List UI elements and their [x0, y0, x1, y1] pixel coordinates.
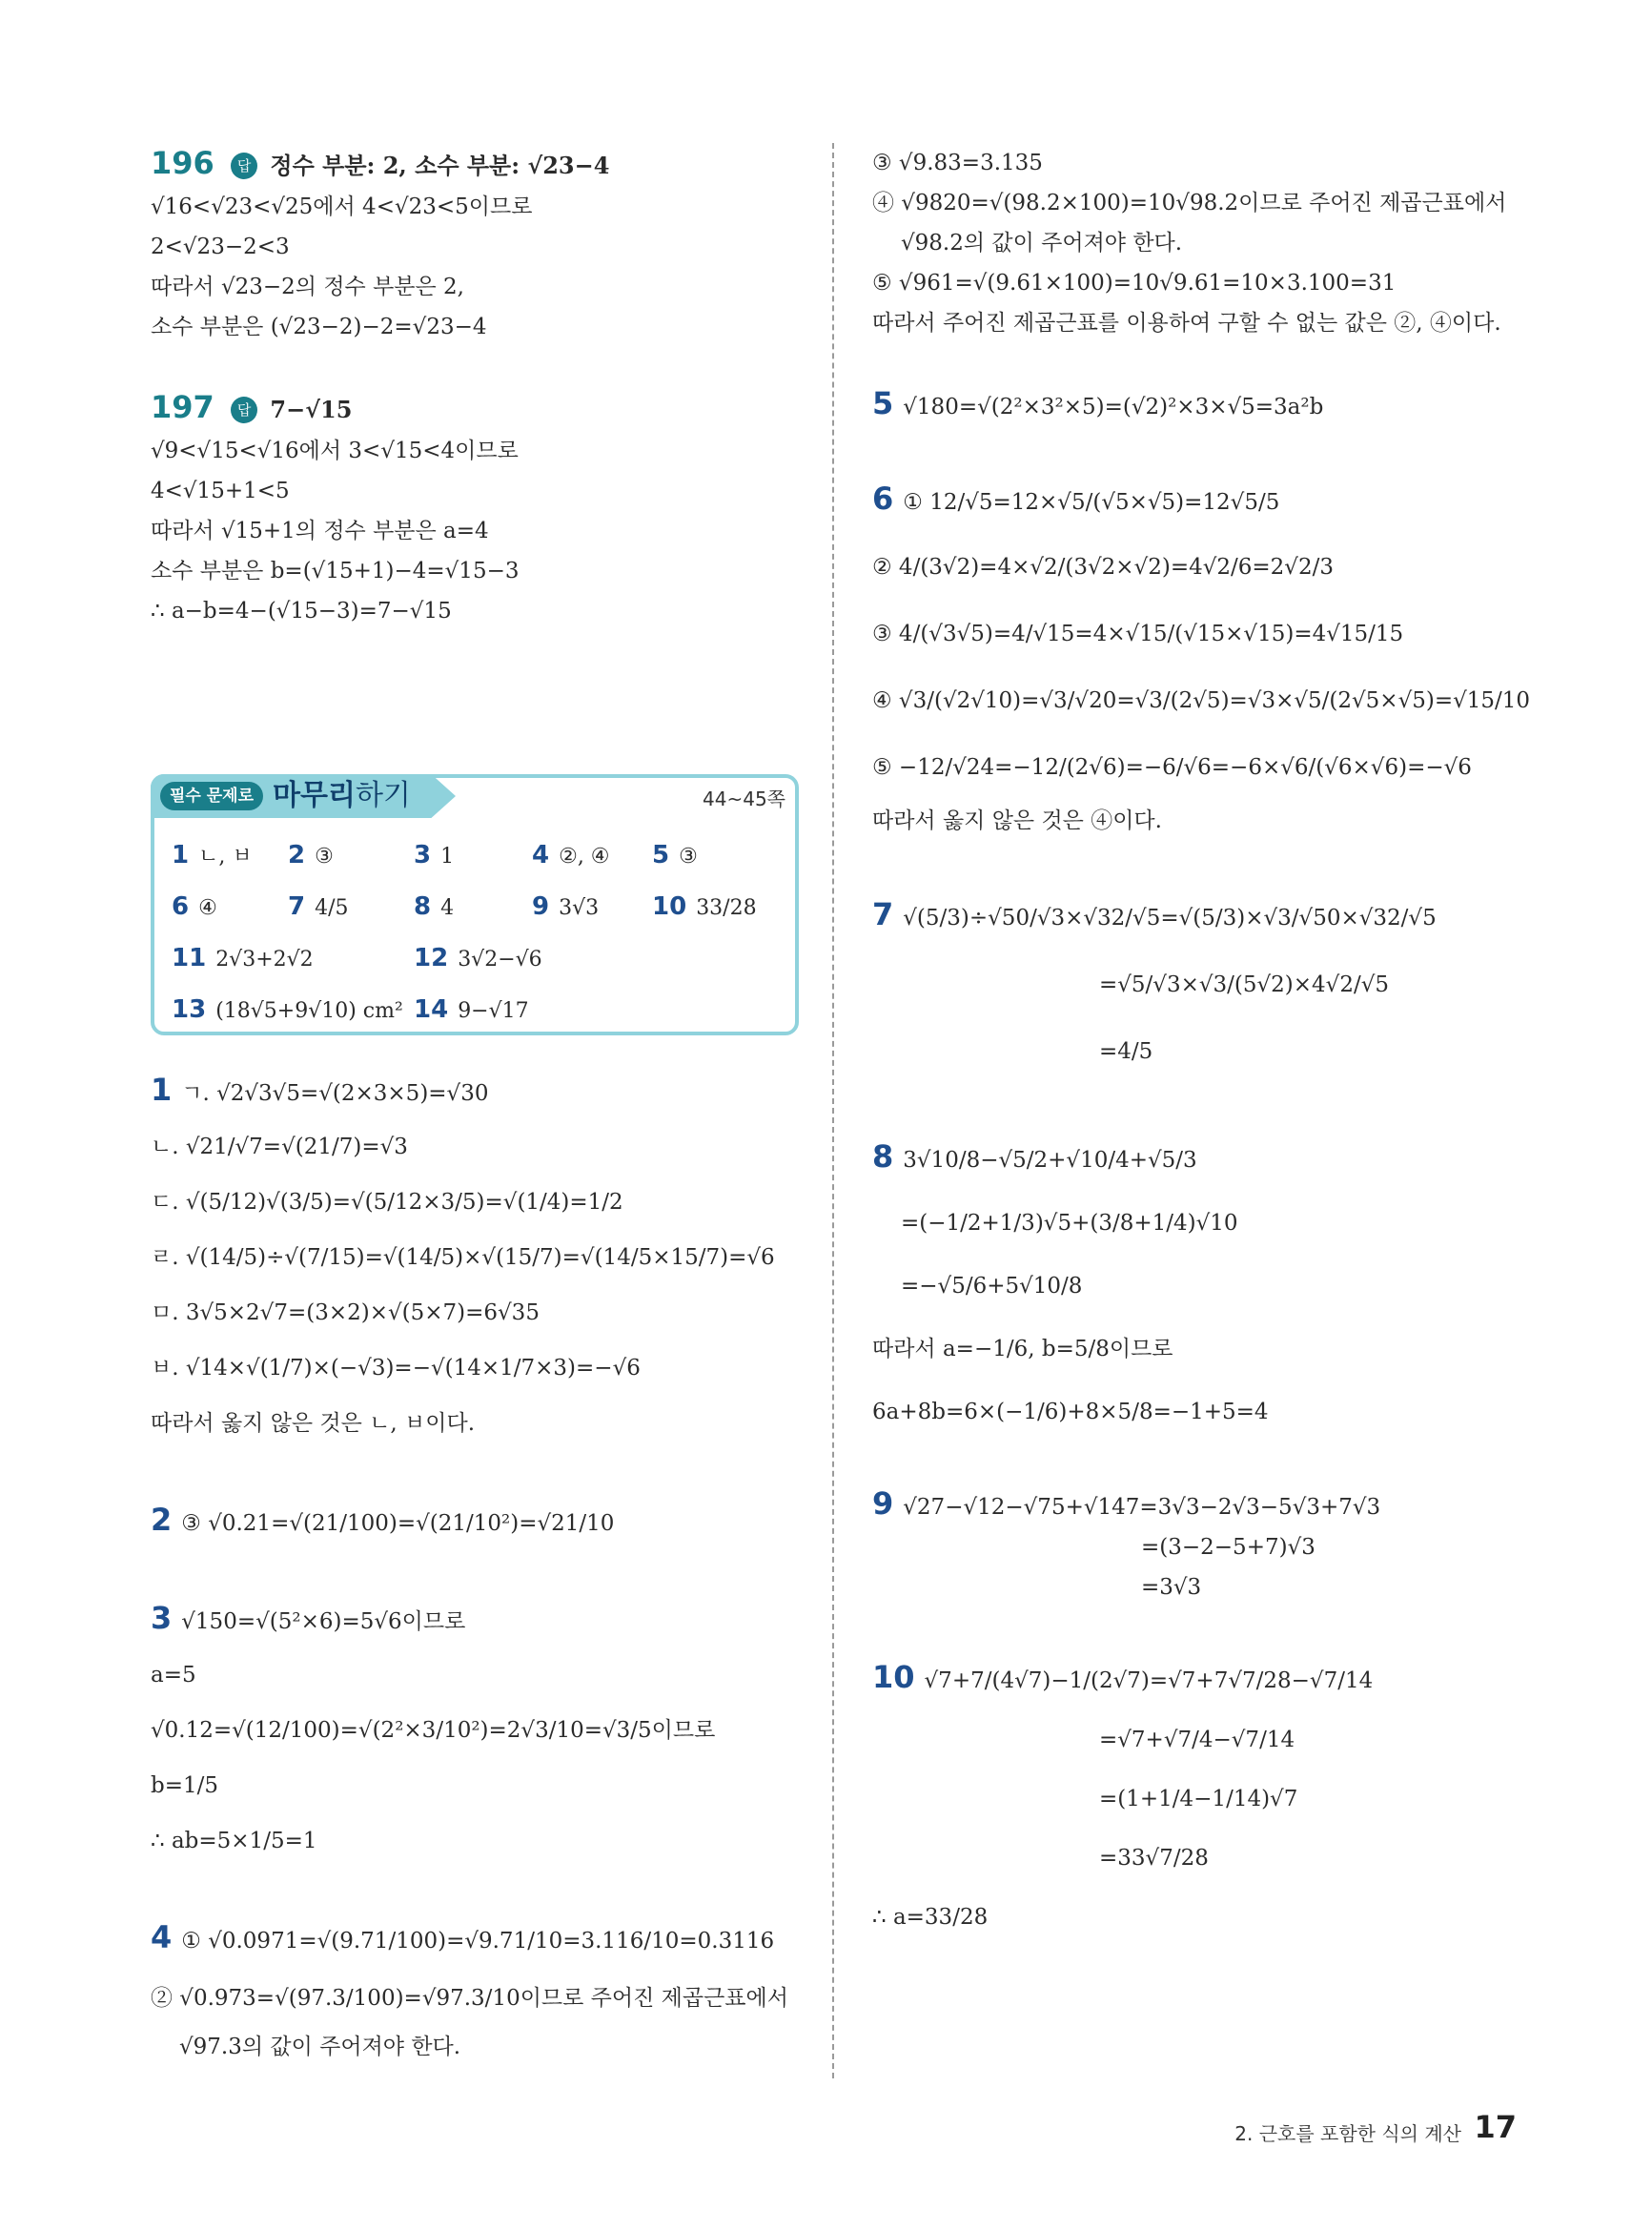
solution-line: ㄴ. √21/√7=√(21/7)=√3 [151, 1135, 408, 1159]
problem-197-header [151, 387, 808, 431]
solution-line: 따라서 주어진 제곱근표를 이용하여 구할 수 없는 값은 ②, ④이다. [872, 311, 1501, 336]
solution-number: 6 [872, 481, 894, 517]
solution-4: 4 ① √0.0971=√(9.71/100)=√9.71/10=3.116/10=0.3116 [151, 1919, 775, 1955]
solution-line: 따라서 a=−1/6, b=5/8이므로 [872, 1337, 1173, 1361]
problem-number: 197 [151, 389, 214, 425]
summary-row [172, 984, 782, 1035]
summary-cell: 6 ④ [172, 892, 217, 921]
solution-number: 9 [872, 1485, 894, 1522]
solution-line: 4<√15+1<5 [151, 479, 290, 503]
summary-cell: 11 2√3+2√2 [172, 944, 314, 972]
summary-cell: 13 (18√5+9√10) cm² [172, 995, 403, 1024]
solution-line: =√7+√7/4−√7/14 [1099, 1728, 1295, 1752]
solution-line: ⑤ √961=√(9.61×100)=10√9.61=10×3.100=31 [872, 271, 1397, 296]
solution-line: ④ √9820=√(98.2×100)=10√98.2이므로 주어진 제곱근표에서 [872, 191, 1507, 215]
solution-line: ㄹ. √(14/5)÷√(7/15)=√(14/5)×√(15/7)=√(14/5×15/7)=√6 [151, 1245, 775, 1270]
solution-line: ㅁ. 3√5×2√7=(3×2)×√(5×7)=6√35 [151, 1300, 540, 1325]
solution-number: 7 [872, 896, 894, 932]
solution-line: 따라서 옳지 않은 것은 ④이다. [872, 808, 1162, 833]
solution-number: 10 [872, 1659, 915, 1695]
solution-line: ∴ ab=5×1/5=1 [151, 1829, 317, 1853]
summary-cell: 14 9−√17 [414, 995, 529, 1024]
solution-line: ∴ a=33/28 [872, 1905, 989, 1930]
summary-cell: 1 ㄴ, ㅂ [172, 841, 253, 869]
solution-number: 3 [151, 1600, 173, 1636]
solution-line: ㄷ. √(5/12)√(3/5)=√(5/12×3/5)=√(1/4)=1/2 [151, 1190, 623, 1215]
solution-line: 소수 부분은 b=(√15+1)−4=√15−3 [151, 559, 520, 583]
solution-line: =−√5/6+5√10/8 [901, 1274, 1083, 1299]
summary-cell: 4 ②, ④ [532, 841, 610, 869]
summary-header [151, 774, 799, 818]
solution-line: 2<√23−2<3 [151, 235, 290, 259]
solution-line: 따라서 옳지 않은 것은 ㄴ, ㅂ이다. [151, 1411, 476, 1436]
solution-line: √0.12=√(12/100)=√(2²×3/10²)=2√3/10=√3/5이므로 [151, 1718, 716, 1743]
solution-line: =4/5 [1099, 1039, 1153, 1064]
summary-answers [172, 829, 782, 1035]
solution-number: 5 [872, 385, 894, 421]
solution-2: 2 ③ √0.21=√(21/100)=√(21/10²)=√21/10 [151, 1502, 615, 1538]
solution-line: =(1+1/4−1/14)√7 [1099, 1787, 1298, 1811]
solution-line: ② 4/(3√2)=4×√2/(3√2×√2)=4√2/6=2√2/3 [872, 555, 1334, 580]
solution-line: =(3−2−5+7)√3 [1141, 1535, 1315, 1560]
solution-number: 8 [872, 1138, 894, 1175]
solution-line: =3√3 [1141, 1575, 1202, 1600]
summary-cell: 10 33/28 [652, 892, 757, 921]
summary-row [172, 881, 782, 932]
solution-10: 10 √7+7/(4√7)−1/(2√7)=√7+7√7/28−√7/14 [872, 1659, 1374, 1695]
summary-title-rest: 하기 [355, 779, 411, 812]
summary-title [273, 776, 411, 816]
solution-line: ④ √3/(√2√10)=√3/√20=√3/(2√5)=√3×√5/(2√5×√5)=√15/10 [872, 688, 1531, 713]
summary-cell: 7 4/5 [288, 892, 349, 921]
solution-line: 6a+8b=6×(−1/6)+8×5/8=−1+5=4 [872, 1400, 1269, 1424]
solution-line: ③ √9.83=3.135 [872, 151, 1043, 175]
solution-line: =33√7/28 [1099, 1846, 1209, 1871]
solution-5: 5 √180=√(2²×3²×5)=(√2)²×3×√5=3a²b [872, 385, 1324, 421]
problem-answer: 7−√15 [270, 396, 353, 423]
answer-badge: 답 [231, 397, 257, 423]
solution-line: b=1/5 [151, 1773, 219, 1798]
solution-line: =√5/√3×√3/(5√2)×4√2/√5 [1099, 972, 1390, 997]
solution-line: 따라서 √23−2의 정수 부분은 2, [151, 275, 464, 299]
right-column [872, 143, 1559, 1947]
solution-line: ㅂ. √14×√(1/7)×(−√3)=−√(14×1/7×3)=−√6 [151, 1356, 641, 1381]
solution-line: 소수 부분은 (√23−2)−2=√23−4 [151, 315, 487, 339]
summary-title-bold: 마무리 [273, 779, 356, 812]
solution-7: 7 √(5/3)÷√50/√3×√32/√5=√(5/3)×√3/√50×√32/√5 [872, 896, 1437, 932]
solution-line: ⑤ −12/√24=−12/(2√6)=−6/√6=−6×√6/(√6×√6)=−√6 [872, 755, 1472, 780]
solution-3: 3 √150=√(5²×6)=5√6이므로 [151, 1600, 466, 1636]
solution-number: 1 [151, 1072, 173, 1108]
solution-line: √9<√15<√16에서 3<√15<4이므로 [151, 439, 519, 463]
solution-line: 따라서 √15+1의 정수 부분은 a=4 [151, 519, 489, 543]
answer-badge: 답 [231, 153, 257, 179]
page-number: 17 [1474, 2109, 1517, 2145]
problem-196-header [151, 143, 808, 187]
solution-line: √97.3의 값이 주어져야 한다. [179, 2035, 461, 2059]
solution-line: a=5 [151, 1663, 196, 1688]
left-column [151, 143, 808, 631]
summary-cell: 9 3√3 [532, 892, 600, 921]
summary-cell: 2 ③ [288, 841, 334, 869]
summary-pages: 44~45쪽 [703, 788, 785, 810]
problem-number: 196 [151, 145, 214, 181]
summary-cell: 3 1 [414, 841, 455, 869]
solution-number: 2 [151, 1502, 173, 1538]
problem-answer: 정수 부분: 2, 소수 부분: √23−4 [270, 152, 610, 179]
solution-6: 6 ① 12/√5=12×√5/(√5×√5)=12√5/5 [872, 481, 1280, 517]
footer-chapter: 2. 근호를 포함한 식의 계산 [1234, 2122, 1461, 2145]
solution-line: √16<√23<√25에서 4<√23<5이므로 [151, 194, 533, 219]
solution-line: √98.2의 값이 주어져야 한다. [901, 231, 1183, 256]
solution-line: =(−1/2+1/3)√5+(3/8+1/4)√10 [901, 1211, 1238, 1236]
solution-line: ② √0.973=√(97.3/100)=√97.3/10이므로 주어진 제곱근표에서 [151, 1986, 788, 2011]
summary-cell: 12 3√2−√6 [414, 944, 542, 972]
summary-cell: 5 ③ [652, 841, 698, 869]
summary-tag: 필수 문제로 [160, 782, 263, 810]
solution-line: ③ 4/(√3√5)=4/√15=4×√15/(√15×√15)=4√15/15 [872, 622, 1404, 646]
solution-1: 1 ㄱ. √2√3√5=√(2×3×5)=√30 [151, 1072, 489, 1108]
solution-9: 9 √27−√12−√75+√147=3√3−2√3−5√3+7√3 [872, 1485, 1381, 1522]
summary-cell: 8 4 [414, 892, 455, 921]
summary-row [172, 829, 782, 881]
column-divider [832, 143, 834, 2078]
solution-line: ∴ a−b=4−(√15−3)=7−√15 [151, 599, 452, 624]
solution-8: 8 3√10/8−√5/2+√10/4+√5/3 [872, 1138, 1197, 1175]
solution-number: 4 [151, 1919, 173, 1955]
left-column-lower [151, 1064, 808, 2067]
summary-row [172, 932, 782, 984]
